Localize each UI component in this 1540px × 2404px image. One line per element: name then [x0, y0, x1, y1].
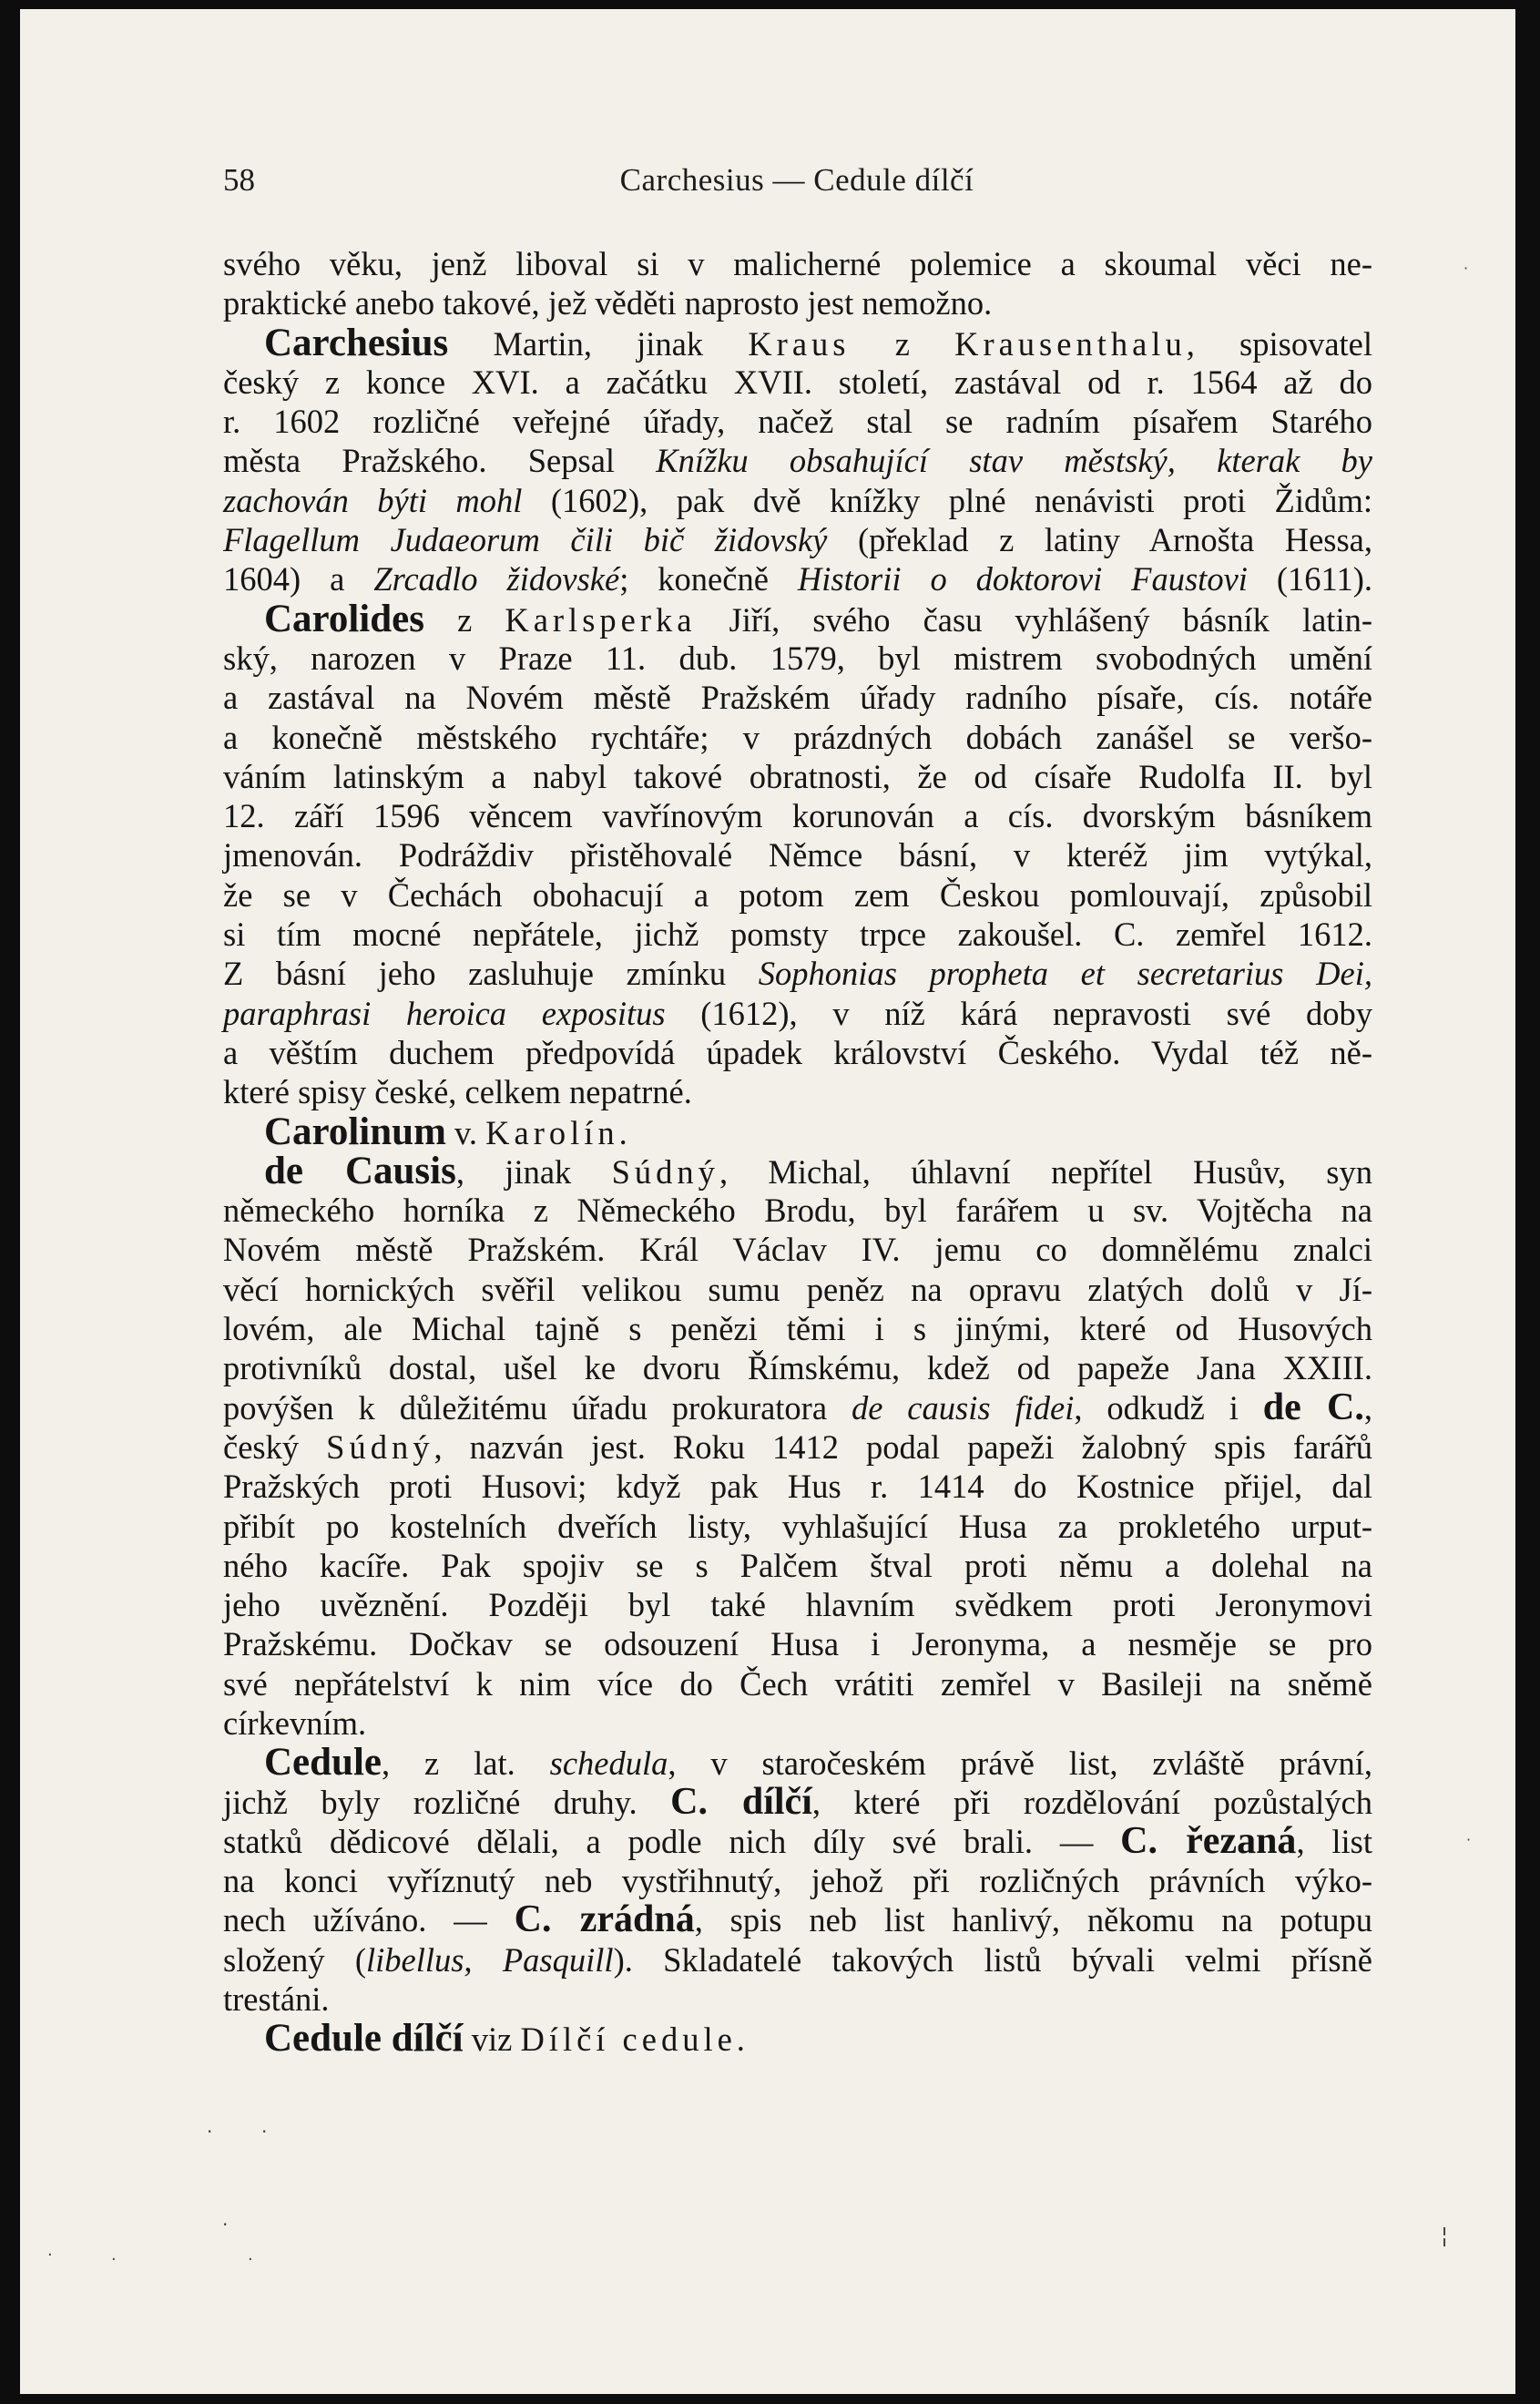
scan-speck: · — [47, 2245, 53, 2265]
bold-term: C. dílčí — [670, 1780, 812, 1823]
text-line: zachován býti mohl (1602), pak dvě knížky plné nenávisti proti Židům: — [223, 481, 1373, 519]
text-line: a konečně městského rychtáře; v prázdných dobách zanášel se veršo- — [223, 718, 1372, 756]
bold-term: de C. — [1262, 1386, 1364, 1428]
text-line: Flagellum Judaeorum čili bič židovský (překlad z latiny Arnošta Hessa, — [223, 521, 1373, 559]
text-line: své nepřátelství k nim více do Čech vrátiti zemřel v Basileji na sněmě — [223, 1664, 1372, 1703]
text-line: povýšen k důležitému úřadu prokuratora de causis fidei, odkudž i de C., — [223, 1386, 1373, 1428]
text-line: církevním. — [223, 1703, 367, 1742]
body-text — [223, 244, 1372, 2059]
entry-cedule: Cedule, z lat. schedula, v staročeském právě list, zvláště právní, — [264, 1741, 1372, 1785]
text-line: praktické anebo takové, jež věděti naprosto jest nemožno. — [223, 284, 993, 322]
scan-speck: · — [248, 2250, 253, 2269]
text-line: nech užíváno. — C. zrádná, spis neb list hanlivý, někomu na potupu — [223, 1898, 1372, 1941]
text-line: český z konce XVI. a začátku XVII. století, zastával od r. 1564 až do — [223, 363, 1372, 401]
text-line: věcí hornických svěřil velikou sumu peněz na opravu zlatých dolů v Jí- — [223, 1270, 1372, 1308]
bold-term: C. řezaná — [1120, 1819, 1297, 1862]
work-title: Historii o doktorovi Faustovi — [797, 560, 1248, 598]
work-title: zachován býti mohl — [223, 481, 523, 519]
scan-speck: · — [111, 2250, 117, 2269]
text-line: svého věku, jenž liboval si v malicherné polemice a skoumal věci ne- — [223, 245, 1372, 282]
entry-headword: de Causis — [264, 1149, 456, 1192]
entry-cedule-dilci: Cedule dílčí viz Dílčí cedule. — [264, 2017, 745, 2061]
work-title: Zrcadlo židovské — [373, 560, 620, 598]
book-page — [20, 9, 1515, 2394]
entry-headword: Carchesius — [264, 321, 449, 364]
running-title: Carchesius — Cedule dílčí — [619, 162, 974, 198]
text-line: Pražských proti Husovi; když pak Hus r. 1414 do Kostnice přijel, dal — [223, 1468, 1372, 1506]
text-line: statků dědicové dělali, a podle nich díly své brali. — C. řezaná, list — [223, 1819, 1372, 1862]
text-line: váním latinským a nabyl takové obratnosti, že od císaře Rudolfa II. byl — [223, 757, 1372, 795]
text-line: na konci vyříznutý neb vystřihnutý, jehož při rozličných právních výko- — [223, 1862, 1372, 1900]
entry-headword: Carolides — [264, 597, 424, 640]
page-number: 58 — [223, 162, 255, 198]
text-line: a věštím duchem předpovídá úpadek království Českého. Vydal též ně- — [223, 1033, 1372, 1071]
text-line: jichž byly rozličné druhy. C. dílčí, které při rozdělování pozůstalých — [223, 1780, 1372, 1823]
text-line: 1604) a Zrcadlo židovské; konečně Historii o doktorovi Faustovi (1611). — [223, 560, 1372, 598]
work-title: libellus, Pasquill — [365, 1940, 614, 1979]
scan-speck: · — [1464, 260, 1469, 277]
text-line: protivníků dostal, ušel ke dvoru Římskému, kdež od papeže Jana XXIII. — [223, 1349, 1372, 1387]
scan-speck: · — [222, 2214, 229, 2235]
entry-headword: Cedule — [264, 1741, 382, 1785]
work-title: Knížku obsahující stav městský, kterak by — [656, 442, 1372, 480]
text-line: trestáni. — [223, 1980, 330, 2019]
text-line: Z básní jeho zasluhuje zmínku Sophonias propheta et secretarius Dei, — [223, 955, 1372, 993]
text-line: si tím mocné nepřátele, jichž pomsty trpce zakoušel. C. zemřel 1612. — [223, 916, 1372, 954]
text-line: jeho uvěznění. Později byl také hlavním svědkem proti Jeronymovi — [223, 1586, 1372, 1624]
text-line: paraphrasi heroica expositus (1612), v níž kárá nepravosti své doby — [223, 994, 1372, 1032]
text-line: ský, narozen v Praze 11. dub. 1579, byl mistrem svobodných umění — [223, 639, 1372, 677]
entry-de-causis: de Causis, jinak Súdný, Michal, úhlavní nepřítel Husův, syn — [264, 1149, 1372, 1192]
scan-speck: · — [261, 2121, 268, 2143]
entry-headword: Carolinum — [264, 1110, 446, 1153]
text-line: český Súdný, nazván jest. Roku 1412 podal papeži žalobný spis farářů — [223, 1427, 1372, 1466]
scan-speck: ¦ — [1441, 2223, 1449, 2248]
text-line: ného kacíře. Pak spojiv se s Palčem štval proti němu a dolehal na — [223, 1546, 1372, 1584]
entry-carolides: Carolides z Karlsperka Jiří, svého času vyhlášený básník latin- — [264, 597, 1372, 640]
text-line: německého horníka z Německého Brodu, byl farářem u sv. Vojtěcha na — [223, 1192, 1372, 1230]
text-line: r. 1602 rozličné veřejné úřady, načež stal se radním písařem Starého — [223, 403, 1372, 441]
work-title: Sophonias propheta et secretarius Dei, — [758, 955, 1372, 993]
text-line: Novém městě Pražském. Král Václav IV. jemu co domnělému znalci — [223, 1231, 1372, 1269]
text-line: Pražskému. Dočkav se odsouzení Husa i Jeronyma, a nesměje se pro — [223, 1625, 1372, 1663]
text-line: které spisy české, celkem nepatrné. — [223, 1073, 692, 1111]
text-line: 12. září 1596 věncem vavřínovým korunován a cís. dvorským básníkem — [223, 797, 1372, 835]
entry-carchesius: Carchesius Martin, jinak Kraus z Krausenthalu, spisovatel — [264, 321, 1373, 364]
work-title: paraphrasi heroica expositus — [223, 994, 666, 1032]
text-line: přibít po kostelních dveřích listy, vyhlašující Husa za prokletého urput- — [223, 1507, 1372, 1545]
text-line: jmenován. Podráždiv přistěhovalé Němce básní, v kteréž jim vytýkal, — [223, 836, 1372, 875]
text-line: složený (libellus, Pasquill). Skladatelé takových listů bývali velmi přísně — [223, 1940, 1372, 1979]
work-title: Flagellum Judaeorum čili bič židovský — [223, 521, 828, 559]
scan-speck: · — [1466, 1831, 1472, 1848]
bold-term: C. zrádná — [514, 1898, 695, 1941]
text-line: lovém, ale Michal tajně s penězi těmi i s jinými, které od Husových — [223, 1310, 1372, 1348]
text-line: města Pražského. Sepsal Knížku obsahující stav městský, kterak by — [223, 442, 1372, 480]
work-title: de causis fidei — [851, 1388, 1075, 1427]
page-header — [223, 162, 1371, 208]
entry-carolinum: Carolinum v. Karolín. — [264, 1110, 627, 1153]
scan-speck: · — [207, 2121, 213, 2143]
text-line: a zastával na Novém městě Pražském úřady radního písaře, cís. notáře — [223, 679, 1372, 717]
work-title: schedula — [549, 1744, 668, 1783]
entry-headword: Cedule dílčí — [264, 2017, 464, 2061]
text-line: že se v Čechách obohacují a potom zem Českou pomlouvají, způsobil — [223, 875, 1372, 914]
